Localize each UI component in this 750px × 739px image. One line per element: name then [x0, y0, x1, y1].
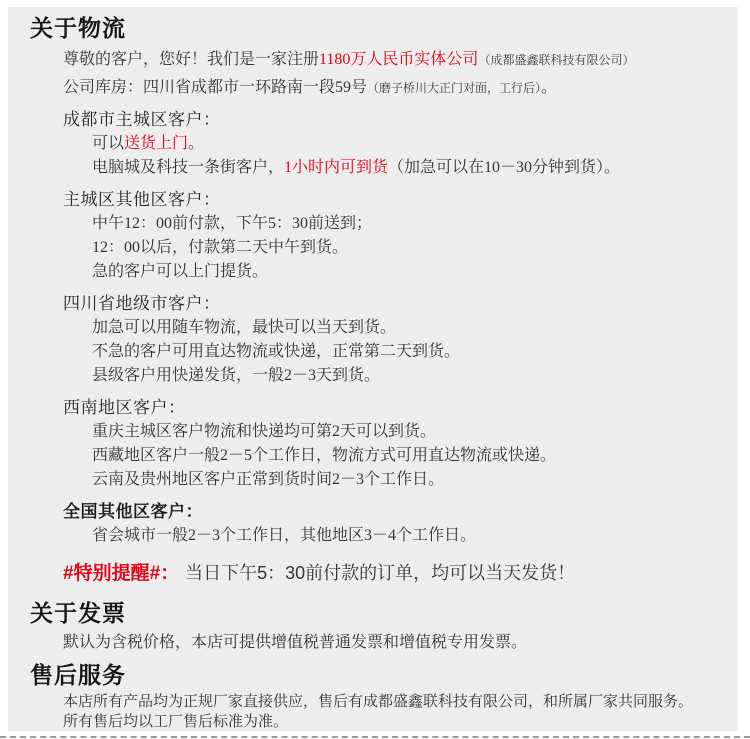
section-chengdu-downtown: [63, 110, 732, 180]
logistics-title: 关于物流: [30, 15, 126, 41]
intro-line-1: 尊敬的客户，您好！我们是一家注册1180万人民币实体公司（成都盛鑫联科技有限公司）: [63, 51, 635, 68]
address-note: （磨子桥川大正门对面，工行后）: [367, 81, 542, 95]
aftersale-body: [63, 692, 732, 731]
invoice-title: 关于发票: [30, 600, 126, 626]
reminder-label: #特别提醒#：: [63, 563, 180, 584]
section-heading: 四川省地级市客户：: [63, 294, 221, 313]
company-intro: [63, 46, 732, 102]
section-line: 电脑城及科技一条街客户，1小时内可到货（加急可以在10－30分钟到货）。: [92, 159, 621, 176]
section-heading: 西南地区客户：: [63, 398, 186, 417]
section-heading: 全国其他区客户：: [63, 502, 203, 521]
section-line: 重庆主城区客户物流和快递均可第2天可以到货。: [92, 423, 437, 440]
section-line: 不急的客户可用直达物流或快递，正常第二天到货。: [92, 343, 461, 360]
section-heading: 成都市主城区客户：: [63, 110, 221, 129]
section-line: 可以送货上门。: [92, 135, 205, 152]
section-line: 加急可以用随车物流，最快可以当天到货。: [92, 319, 397, 336]
aftersale-line-2: 所有售后均以工厂售后标准为准。: [63, 714, 289, 730]
section-line: 西藏地区客户一般2－5个工作日，物流方式可用直达物流或快递。: [92, 447, 557, 464]
section-line: 中午12：00前付款，下午5：30前送到；: [92, 215, 373, 232]
section-line: 省会城市一般2－3个工作日，其他地区3－4个工作日。: [92, 527, 477, 544]
bottom-dashed-divider: [0, 736, 750, 738]
section-nationwide: [63, 502, 732, 548]
section-line: 云南及贵州地区客户正常到货时间2－3个工作日。: [92, 471, 445, 488]
info-panel: [8, 7, 738, 731]
aftersale-line-1: 本店所有产品均为正规厂家直接供应，售后有成都盛鑫联科技有限公司，和所属厂家共同服务。: [63, 694, 694, 710]
section-other-districts: [63, 190, 732, 284]
aftersale-title: 售后服务: [30, 662, 126, 688]
registered-capital-highlight: 1180万人民币实体公司: [319, 51, 479, 68]
section-heading: 主城区其他区客户：: [63, 190, 221, 209]
reminder-text: 当日下午5：30前付款的订单，均可以当天发货！: [185, 563, 576, 583]
invoice-line: 默认为含税价格，本店可提供增值税普通发票和增值税专用发票。: [63, 634, 528, 651]
company-name-note: （成都盛鑫联科技有限公司）: [478, 53, 635, 67]
section-line: 急的客户可以上门提货。: [92, 263, 269, 280]
section-sichuan-cities: [63, 294, 732, 388]
intro-line-2: 公司库房：四川省成都市一环路南一段59号（磨子桥川大正门对面，工行后）。: [63, 79, 558, 96]
special-reminder: [63, 562, 732, 585]
section-line: 县级客户用快递发货，一般2－3天到货。: [92, 367, 381, 384]
section-line: 12：00以后，付款第二天中午到货。: [92, 239, 349, 256]
invoice-body: [63, 631, 732, 655]
section-southwest-region: [63, 398, 732, 492]
